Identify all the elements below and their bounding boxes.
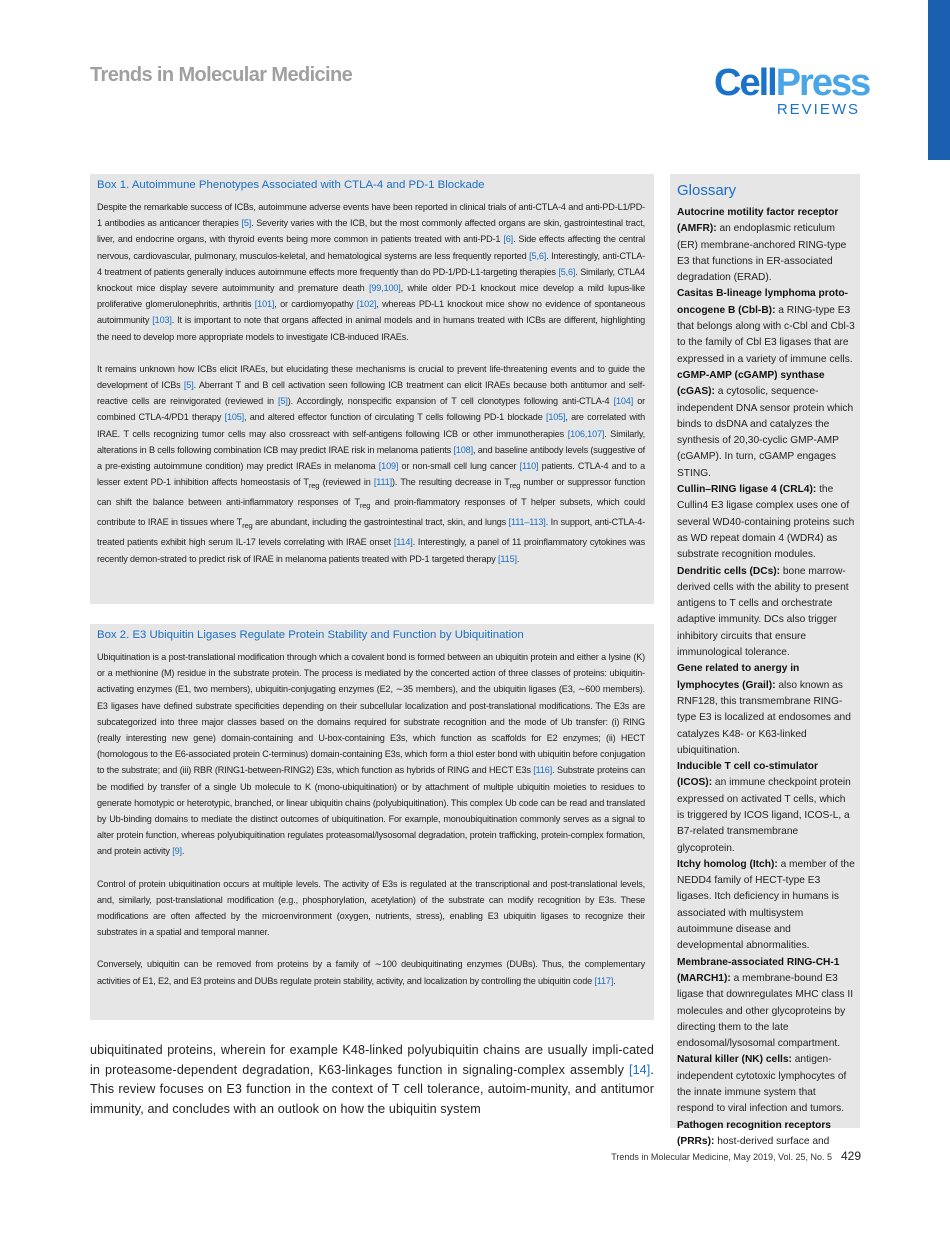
reference-link[interactable]: [115] bbox=[498, 553, 517, 564]
reference-link[interactable]: [104] bbox=[613, 396, 634, 407]
glossary-entry bbox=[677, 482, 855, 563]
glossary-entry bbox=[677, 564, 855, 662]
paragraph bbox=[97, 649, 645, 860]
page-number: 429 bbox=[841, 1149, 862, 1163]
reference-link[interactable]: [105] bbox=[545, 412, 566, 423]
reference-link[interactable]: [110] bbox=[519, 461, 539, 472]
glossary-definition: the Cullin4 E3 ligase complex uses one of several WD40-containing proteins such as WD repeat domain 4 (WDR4) as substrate recognition modules. bbox=[677, 484, 855, 561]
glossary-entry bbox=[677, 661, 855, 759]
reference-link[interactable]: [102] bbox=[356, 299, 377, 310]
text-run: Despite the remarkable success of ICBs, autoimmune adverse events have been reported in clinical trials of anti-CTLA-4 and anti-PD-L1/PD-1 antibodies as anticancer therapies bbox=[97, 202, 645, 229]
glossary-definition: a RING-type E3 that belongs along with c-Cbl and Cbl-3 to the family of Cbl E3 ligases that are expressed in a variety of immune cells. bbox=[677, 304, 855, 365]
reference-link[interactable]: [5] bbox=[241, 218, 252, 229]
glossary-term: Membrane-associated RING-CH-1 (MARCH1): bbox=[677, 956, 840, 984]
text-run: Control of protein ubiquitination occurs at multiple levels. The activity of E3s is regulated at the transcriptional and post-translational levels, and, similarly, post-translational modification (e.g., phosphorylation, acetylation) of the substrate can modify recognition by E3s. These modifications are often affected by the microenvironment (oxygen, nutrients, stress), enabling E3 ubiquitin ligases to recognize their substrates in a spatial and temporal manner. bbox=[97, 878, 645, 938]
text-run: . Aberrant T and B cell activation seen following ICB treatment can elicit IRAEs because both antitumor and self-reactive cells are reinvigorated (reviewed in bbox=[97, 380, 645, 407]
reference-link[interactable]: [111] bbox=[373, 477, 392, 488]
main-body-text bbox=[90, 1041, 654, 1119]
text-run: , and baseline antibody levels (suggestive of a pre-existing autoimmune condition) may predict IRAEs in melanoma bbox=[97, 444, 645, 472]
text-run: . Side effects affecting the central nervous, cardiovascular, pulmonary, musculos-keletal, and hematological systems are less frequently reported bbox=[97, 234, 645, 261]
footer-citation: Trends in Molecular Medicine, May 2019, Vol. 25, No. 5 bbox=[611, 1152, 832, 1162]
glossary-entry bbox=[677, 1052, 855, 1117]
subscript: reg bbox=[359, 501, 371, 511]
box-2 bbox=[90, 624, 654, 1020]
glossary-entry bbox=[677, 368, 855, 482]
glossary-term: Natural killer (NK) cells: bbox=[677, 1054, 792, 1066]
reference-link[interactable]: [116] bbox=[533, 765, 553, 776]
text-run: . It is important to note that organs affected in animal models and in humans treated with ICBs are different, highlighting the need to develop more appropriate models to investigate ICB-induced IRAEs. bbox=[97, 315, 646, 342]
glossary-definition: a membrane-bound E3 ligase that downregulates MHC class II molecules and other glycoproteins by directing them to the late endosomal/lysosomal compartment. bbox=[677, 972, 854, 1050]
paragraph bbox=[97, 199, 645, 345]
logo-cell: Cell bbox=[714, 62, 776, 104]
glossary-term: Inducible T cell co-stimulator (ICOS): bbox=[677, 761, 818, 789]
paragraph bbox=[97, 361, 645, 567]
glossary-entry bbox=[677, 205, 855, 286]
text-run: . bbox=[181, 846, 185, 857]
reference-link[interactable]: [114] bbox=[393, 537, 413, 548]
glossary-definition: host-derived surface and bbox=[714, 1135, 830, 1147]
reference-link[interactable]: [5] bbox=[183, 380, 194, 391]
text-run: , or cardiomyopathy bbox=[274, 299, 357, 310]
glossary-entry bbox=[677, 1118, 855, 1151]
text-run: ubiquitinated proteins, wherein for example K48-linked polyubiquitin chains are usually impli-cated in proteasome-dependent degradation, K63-linkages function in signaling-complex assembly bbox=[90, 1043, 654, 1077]
paragraph bbox=[97, 876, 645, 941]
cellpress-logo bbox=[714, 62, 870, 118]
glossary-definition: a cytosolic, sequence-independent DNA sensor protein which binds to dsDNA and catalyzes the synthesis of 20,30-cyclic GMP-AMP (cGAMP). In turn, cGAMP engages STING. bbox=[677, 386, 854, 479]
text-run: , and altered effector function of circulating T cells following PD-1 blockade bbox=[244, 412, 546, 423]
glossary-title: Glossary bbox=[677, 182, 737, 199]
reference-link[interactable]: [5,6] bbox=[558, 266, 576, 277]
text-run: or combined CTLA-4/PD1 therapy bbox=[97, 396, 645, 423]
reference-link[interactable]: [14] bbox=[628, 1062, 651, 1077]
text-run: . Severity varies with the ICB, but the most commonly affected organs are skin, gastrointestinal tract, liver, and endocrine organs, with thyroid events being more common in patients treated with anti-PD-1 bbox=[97, 218, 645, 245]
glossary-term: Gene related to anergy in lymphocytes (Grail): bbox=[677, 663, 800, 691]
glossary-definition: an immune checkpoint protein expressed on activated T cells, which is triggered by ICOS ligand, ICOS-L, a B7-related transmembrane glycoprotein. bbox=[677, 777, 851, 854]
reference-link[interactable]: [101] bbox=[254, 299, 275, 310]
glossary-entry bbox=[677, 857, 855, 955]
subscript: reg bbox=[509, 481, 521, 491]
reference-link[interactable]: [5] bbox=[278, 396, 288, 407]
reference-link[interactable]: [105] bbox=[224, 412, 245, 423]
text-run: Conversely, ubiquitin can be removed from proteins by a family of ∼100 deubiquitinating enzymes (DUBs). Thus, the complementary activities of E1, E2, and E3 proteins and DUBs regulate protein stability, activity, and localization by controlling the ubiquitin code bbox=[97, 959, 645, 986]
text-run: and proin-flammatory responses of T helper subsets, which could contribute to IRAE in tissues where T bbox=[97, 497, 645, 528]
glossary-term: Dendritic cells (DCs): bbox=[677, 565, 781, 577]
glossary-term: Cullin–RING ligase 4 (CRL4): bbox=[677, 484, 817, 496]
reference-link[interactable]: [6] bbox=[503, 234, 514, 245]
glossary-entry bbox=[677, 955, 855, 1053]
reference-link[interactable]: [99,100] bbox=[369, 283, 401, 294]
text-run: . bbox=[613, 975, 616, 986]
text-run: . bbox=[516, 553, 520, 564]
reference-link[interactable]: [5,6] bbox=[529, 250, 547, 261]
glossary-term: Autocrine motility factor receptor (AMFR): bbox=[677, 207, 839, 235]
text-run: . Similarly, CTLA4 knockout mice display severe autoimmunity and premature death bbox=[97, 266, 646, 294]
text-run: . Interestingly, anti-CTLA-4 treatment of patients generally induces autoimmune effects more frequently than do PD-1/PD-L1-targeting therapies bbox=[97, 250, 646, 277]
text-run: , while older PD-1 knockout mice develop a mild lupus-like proliferative glomerulonephritis, arthritis bbox=[97, 283, 645, 310]
logo-press: Press bbox=[775, 62, 870, 104]
text-run: . Interestingly, a panel of 11 proinflammatory cytokines was recently demon-strated to predict risk of IRAE in melanoma patients treated with PD-1 targeted therapy bbox=[97, 537, 645, 564]
reference-link[interactable]: [117] bbox=[594, 975, 614, 986]
text-run: ). The resulting decrease in T bbox=[392, 477, 510, 488]
text-run: . Similarly, alterations in B cells following combination ICB may predict IRAE risk in melanoma patients bbox=[97, 428, 645, 455]
side-tab-marker bbox=[928, 0, 950, 160]
text-run: It remains unknown how ICBs elicit IRAEs, but elucidating these mechanisms is crucial to prevent life-threatening events and to guide the development of ICBs bbox=[97, 363, 645, 391]
glossary-term: cGMP-AMP (cGAMP) synthase (cGAS): bbox=[677, 369, 825, 398]
reference-link[interactable]: [106,107] bbox=[567, 428, 605, 439]
glossary-list bbox=[677, 205, 855, 1150]
glossary-term: Pathogen recognition receptors (PRRs): bbox=[677, 1119, 831, 1147]
text-run: ). Accordingly, nonspecific expansion of T cell clonotypes following anti-CTLA-4 bbox=[287, 396, 614, 407]
text-run: , are correlated with IRAE. T cells recognizing tumor cells may also crossreact with self-antigens following ICB or other immunotherapies bbox=[97, 412, 645, 439]
box-2-body bbox=[97, 649, 645, 989]
glossary-definition: bone marrow-derived cells with the ability to present antigens to T cells and orchestrate adaptive immunity. DCs also trigger inhibitory circuits that ensure immunological tolerance. bbox=[677, 565, 849, 659]
subscript: reg bbox=[242, 521, 253, 531]
reference-link[interactable]: [108] bbox=[453, 444, 473, 455]
text-run: Ubiquitination is a post-translational modification through which a covalent bond is formed between an ubiquitin protein and either a lysine (K) or a methionine (M) residue in the substrate protein. The process is mediated by the concerted action of three classes of proteins: ubiquitin-activating enzymes (E1, two members), ubiquitin-conjugating enzymes (E2, ∼35 members), and the ubiquitin ligases (E3, ∼600 members). E3 ligases have defined substrate specificities depending on their subcellular localization and post-translational modifications. The E3s are subcategorized into three major classes based on the domains required for substrate recognition and the mode of Ub transfer: (i) RING (really interesting new gene) domain-containing and U-box-containing E3s, which function as scaffolds for E2 enzymes; (ii) HECT (homologous to the E6-associated protein C-terminus) domain-containing E3s, which form a thiol ester bond with ubiquitin before conjugation to the substrate; and (iii) RBR (RING1-between-RING2) E3s, which function as hybrids of RING and HECT E3s bbox=[97, 652, 645, 776]
box-1-body bbox=[97, 199, 645, 567]
text-run: . In support, anti-CTLA-4-treated patients exhibit high serum IL-17 levels correlating with IRAE onset bbox=[97, 517, 645, 548]
glossary-definition: also known as RNF128, this transmembrane RING-type E3 is localized at endosomes and catalyzes K48- or K63-linked ubiquitination. bbox=[677, 679, 851, 756]
glossary-term: Itchy homolog (Itch): bbox=[677, 858, 778, 870]
glossary-definition: an endoplasmic reticulum (ER) membrane-anchored RING-type E3 that functions in ER-associated degradation (ERAD). bbox=[677, 223, 847, 284]
text-run: . This review focuses on E3 function in the context of T cell tolerance, autoim-munity, and antitumor immunity, and concludes with an outlook on how the ubiquitin system bbox=[90, 1062, 654, 1116]
text-run: or non-small cell lung cancer bbox=[398, 461, 520, 472]
reference-link[interactable]: [111–113] bbox=[508, 517, 546, 528]
text-run: . Substrate proteins can be modified by transfer of a single Ub molecule to K (mono-ubiquitination) or by attachment of multiple ubiquitin moieties to residues to generate homotypic or heterotypic, branched, or linear ubiquitin chains (polyubiquitination). This complex Ub code can be read and translated by Ub-binding domains to mediate the distinct outcomes of ubiquitination. For example, monoubiquitination commonly serves as a signal to alter protein function, whereas polyubiquitination regulates proteasomal/lysosomal degradation, protein trafficking, protein-complex formation, and protein activity bbox=[97, 765, 645, 857]
glossary-panel bbox=[670, 174, 860, 1147]
glossary-term: Casitas B-lineage lymphoma proto-oncogene B (Cbl-B): bbox=[677, 288, 848, 316]
logo-reviews: REVIEWS bbox=[776, 101, 860, 118]
text-run: are abundant, including the gastrointestinal tract, skin, and lungs bbox=[252, 517, 509, 528]
text-run: patients. CTLA-4 and to a lesser extent PD-1 inhibition affects homeostasis of T bbox=[97, 461, 645, 488]
text-run: number or suppressor function can shift the balance between anti-inflammatory responses of T bbox=[97, 477, 645, 508]
box-2-title: Box 2. E3 Ubiquitin Ligases Regulate Protein Stability and Function by Ubiquitination bbox=[97, 629, 524, 641]
text-run: , whereas PD-L1 knockout mice show no evidence of spontaneous autoimmunity bbox=[97, 299, 645, 326]
glossary-entry bbox=[677, 286, 855, 367]
glossary-entry bbox=[677, 759, 855, 857]
box-1 bbox=[90, 174, 654, 604]
journal-title: Trends in Molecular Medicine bbox=[90, 64, 353, 86]
glossary-definition: a member of the NEDD4 family of HECT-type E3 ligases. Itch deficiency in humans is associated with multisystem autoimmune disease and developmental abnormalities. bbox=[677, 858, 855, 952]
reference-link[interactable]: [109] bbox=[378, 461, 399, 472]
text-run: (reviewed in bbox=[319, 477, 374, 488]
glossary-definition: antigen-independent cytotoxic lymphocytes of the innate immune system that respond to viral infection and tumors. bbox=[677, 1054, 847, 1115]
box-1-title: Box 1. Autoimmune Phenotypes Associated with CTLA-4 and PD-1 Blockade bbox=[97, 179, 485, 191]
reference-link[interactable]: [103] bbox=[152, 315, 172, 326]
reference-link[interactable]: [9] bbox=[172, 846, 182, 857]
paragraph bbox=[97, 956, 645, 988]
subscript: reg bbox=[308, 481, 320, 491]
